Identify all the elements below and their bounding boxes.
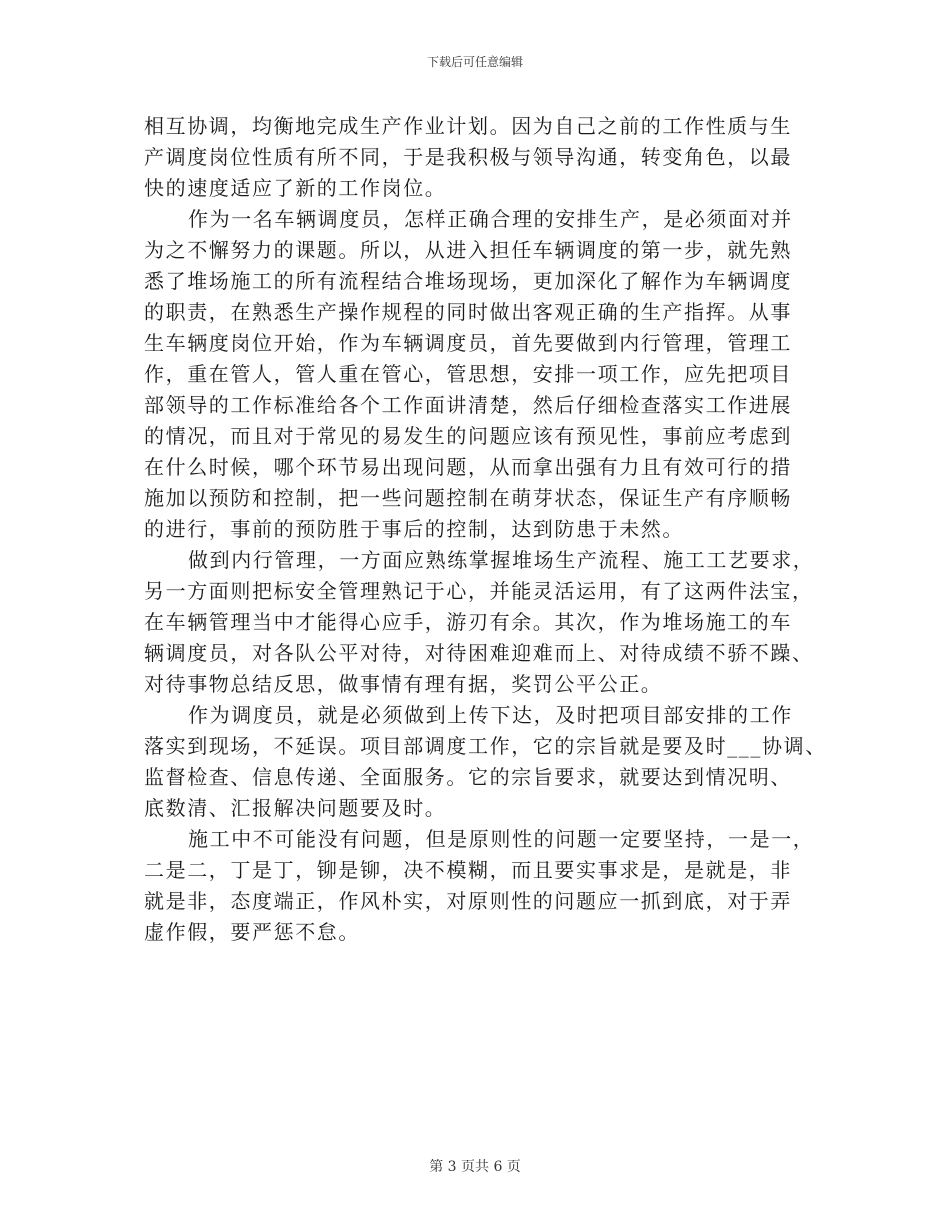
paragraph-4 bbox=[144, 700, 827, 824]
text-line: 在什么时候，哪个环节易出现问题，从而拿出强有力且有效可行的措 bbox=[144, 455, 792, 479]
paragraph-1 bbox=[144, 111, 824, 204]
text-line: 作为调度员，就是必须做到上传下达，及时把项目部安排的工作 bbox=[188, 703, 793, 727]
text-line: 快的速度适应了新的工作岗位。 bbox=[144, 176, 447, 200]
text-line: 悉了堆场施工的所有流程结合堆场现场，更加深化了解作为车辆调度 bbox=[144, 269, 792, 293]
text-line: 底数清、汇报解决问题要及时。 bbox=[144, 796, 447, 820]
page-footer: 第 3 页共 6 页 bbox=[429, 1159, 521, 1175]
text-line: 另一方面则把标安全管理熟记于心，并能灵活运用，有了这两件法宝， bbox=[144, 579, 814, 603]
text-line: 相互协调，均衡地完成生产作业计划。因为自己之前的工作性质与生 bbox=[144, 114, 792, 138]
text-line: 生车辆度岗位开始，作为车辆调度员，首先要做到内行管理，管理工 bbox=[144, 331, 792, 355]
text-line: 二是二，丁是丁，铆是铆，决不模糊，而且要实事求是，是就是，非 bbox=[144, 858, 792, 882]
text-line: 做到内行管理，一方面应熟练掌握堆场生产流程、施工工艺要求， bbox=[188, 548, 815, 572]
text-line: 在车辆管理当中才能得心应手，游刃有余。其次，作为堆场施工的车 bbox=[144, 610, 792, 634]
page-header: 下载后可任意编辑 bbox=[426, 55, 523, 69]
paragraph-5 bbox=[144, 824, 824, 948]
text-line: 部领导的工作标准给各个工作面讲清楚，然后仔细检查落实工作进展 bbox=[144, 393, 792, 417]
text-line: 作，重在管人，管人重在管心，管思想，安排一项工作，应先把项目 bbox=[144, 362, 792, 386]
text-line: 辆调度员，对各队公平对待，对待困难迎难而上、对待成绩不骄不躁、 bbox=[144, 641, 814, 665]
text-line: 作为一名车辆调度员，怎样正确合理的安排生产，是必须面对并 bbox=[188, 207, 793, 231]
text-line: 的职责，在熟悉生产操作规程的同时做出客观正确的生产指挥。从事 bbox=[144, 300, 792, 324]
text-line: 落实到现场，不延误。项目部调度工作，它的宗旨就是要及时___协调、 bbox=[144, 734, 827, 758]
paragraph-3 bbox=[144, 545, 824, 700]
paragraph-2 bbox=[144, 204, 824, 545]
text-line: 施加以预防和控制，把一些问题控制在萌芽状态，保证生产有序顺畅 bbox=[144, 486, 792, 510]
text-line: 虚作假，要严惩不怠。 bbox=[144, 920, 360, 944]
text-line: 对待事物总结反思，做事情有理有据，奖罚公平公正。 bbox=[144, 672, 663, 696]
text-line: 为之不懈努力的课题。所以，从进入担任车辆调度的第一步，就先熟 bbox=[144, 238, 792, 262]
text-line: 监督检查、信息传递、全面服务。它的宗旨要求，就要达到情况明、 bbox=[144, 765, 792, 789]
text-line: 就是非，态度端正，作风朴实，对原则性的问题应一抓到底，对于弄 bbox=[144, 889, 792, 913]
text-line: 产调度岗位性质有所不同，于是我积极与领导沟通，转变角色，以最 bbox=[144, 145, 792, 169]
text-line: 的情况，而且对于常见的易发生的问题应该有预见性，事前应考虑到 bbox=[144, 424, 792, 448]
document-body bbox=[144, 111, 827, 948]
text-line: 施工中不可能没有问题，但是原则性的问题一定要坚持，一是一， bbox=[188, 827, 815, 851]
text-line: 的进行，事前的预防胜于事后的控制，达到防患于未然。 bbox=[144, 517, 684, 541]
